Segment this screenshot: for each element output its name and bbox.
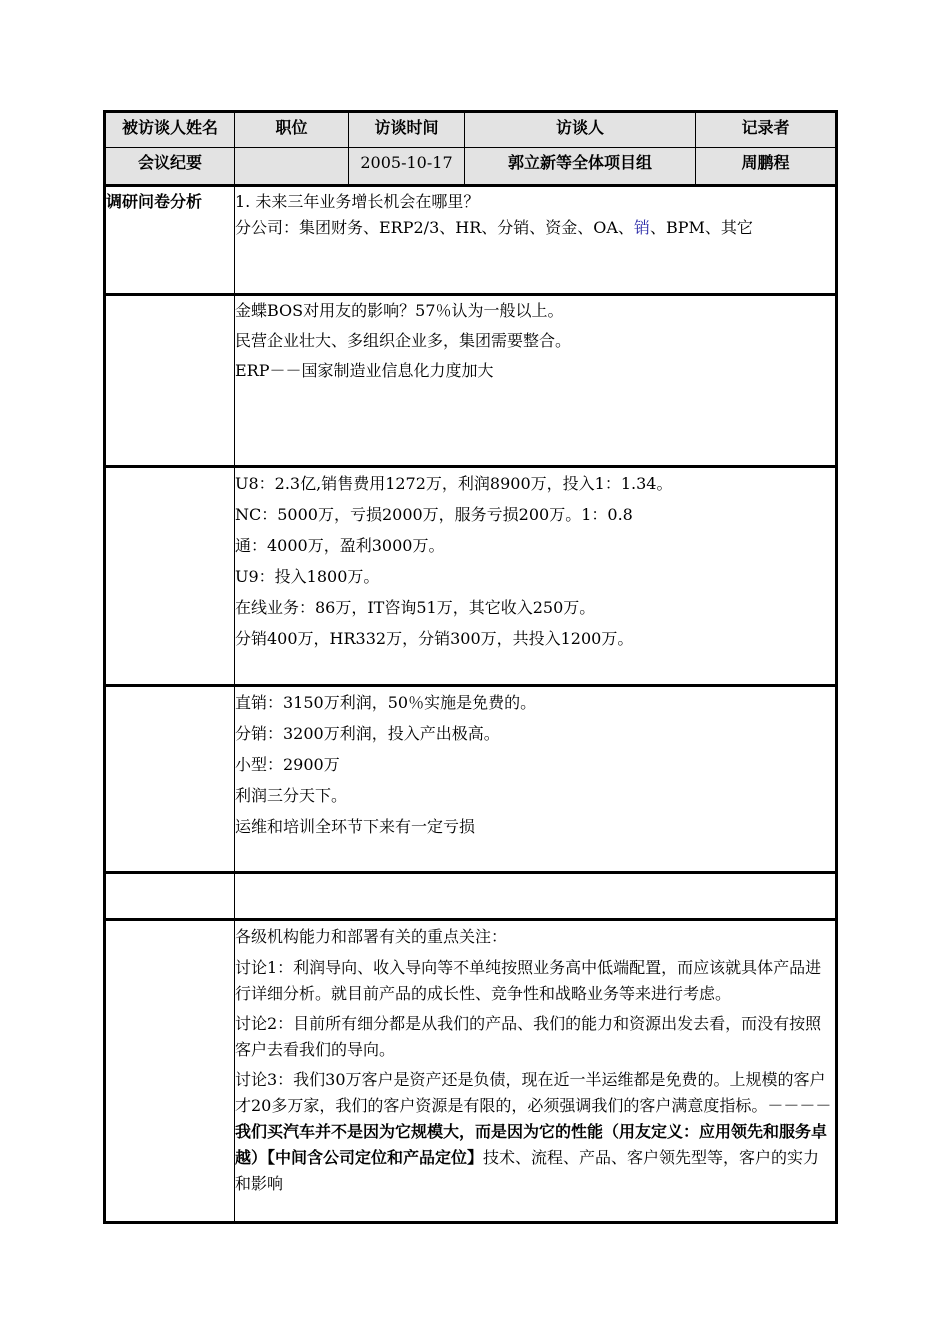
section-label-empty [105,873,235,920]
text-line: NC：5000万，亏损2000万，服务亏损200万。1：0.8 [235,505,633,524]
text-line: ERP－－国家制造业信息化力度加大 [235,361,494,380]
text-line: 直销：3150万利润，50％实施是免费的。 [235,693,537,712]
text-line: 利润三分天下。 [235,786,348,805]
position-value [235,148,349,186]
text-line: 民营企业壮大、多组织企业多，集团需要整合。 [235,331,572,350]
recorder-value: 周鹏程 [696,148,837,186]
branch-line [235,215,835,241]
text-line: 运维和培训全环节下来有一定亏损 [235,817,476,836]
branch-text-a: 分公司：集团财务、ERP2/3、HR、分销、资金、OA、 [235,218,634,237]
discussion-2: 讨论2：目前所有细分都是从我们的产品、我们的能力和资源出发去看，而没有按照客户去看我们的导向。 [235,1014,822,1059]
section-content [235,467,837,686]
text-line: 通：4000万，盈利3000万。 [235,536,445,555]
header-position: 职位 [235,112,349,148]
discussion-3-emphasis: 我们买汽车并不是因为它规模大，而是因为它的性能（用友定义：应用领先和服务卓越）【中间含公司定位和产品定位】 [235,1122,828,1167]
section-empty [105,873,837,920]
header-interview-time: 访谈时间 [349,112,465,148]
header-row [105,112,837,148]
header-interviewee-name: 被访谈人姓名 [105,112,235,148]
section-label-empty [105,920,235,1223]
text-line: U9：投入1800万。 [235,567,380,586]
text-line: U8：2.3亿,销售费用1272万，利润8900万，投入1：1.34。 [235,474,673,493]
text-line: 分销：3200万利润，投入产出极高。 [235,724,500,743]
text-line: 分销400万，HR332万，分销300万，共投入1200万。 [235,629,634,648]
meta-row [105,148,837,186]
discussion-heading: 各级机构能力和部署有关的重点关注： [235,927,508,946]
section-content [235,920,837,1223]
text-line: 小型：2900万 [235,755,340,774]
section-label: 调研问卷分析 [105,186,235,295]
text-line: 金蝶BOS对用友的影响？57％认为一般以上。 [235,301,564,320]
text-line: 在线业务：86万，IT咨询51万，其它收入250万。 [235,598,596,617]
branch-text-b: 、BPM、其它 [649,218,753,237]
interviewer-value: 郭立新等全体项目组 [465,148,696,186]
header-recorder: 记录者 [696,112,837,148]
meeting-minutes-table [103,110,838,1224]
discussion-3-text: 讨论3：我们30万客户是资产还是负债，现在近一半运维都是免费的。上规模的客户才20多万家，我们的客户资源是有限的，必须强调我们的客户满意度指标。－－－－ [235,1070,832,1115]
section-content [235,686,837,873]
section-label-empty [105,295,235,467]
section-content [235,295,837,467]
section-label-empty [105,686,235,873]
section-survey-analysis [105,186,837,295]
section-content-empty [235,873,837,920]
section-content [235,186,837,295]
question-line: 1. 未来三年业务增长机会在哪里？ [235,192,480,211]
interview-date: 2005-10-17 [349,148,465,186]
discussion-3-tail: 技术、流程、产品、客户领先型等，客户的实力和影响 [235,1148,820,1193]
section-channel-profit [105,686,837,873]
branch-text-highlight: 销 [633,218,650,237]
section-product-figures [105,467,837,686]
discussion-1: 讨论1：利润导向、收入导向等不单纯按照业务高中低端配置，而应该就具体产品进行详细分析。就目前产品的成长性、竞争性和战略业务等来进行考虑。 [235,958,822,1003]
section-label-empty [105,467,235,686]
section-bos-impact [105,295,837,467]
section-discussion [105,920,837,1223]
discussion-3 [235,1067,835,1197]
header-interviewer: 访谈人 [465,112,696,148]
meeting-minutes-label: 会议纪要 [105,148,235,186]
